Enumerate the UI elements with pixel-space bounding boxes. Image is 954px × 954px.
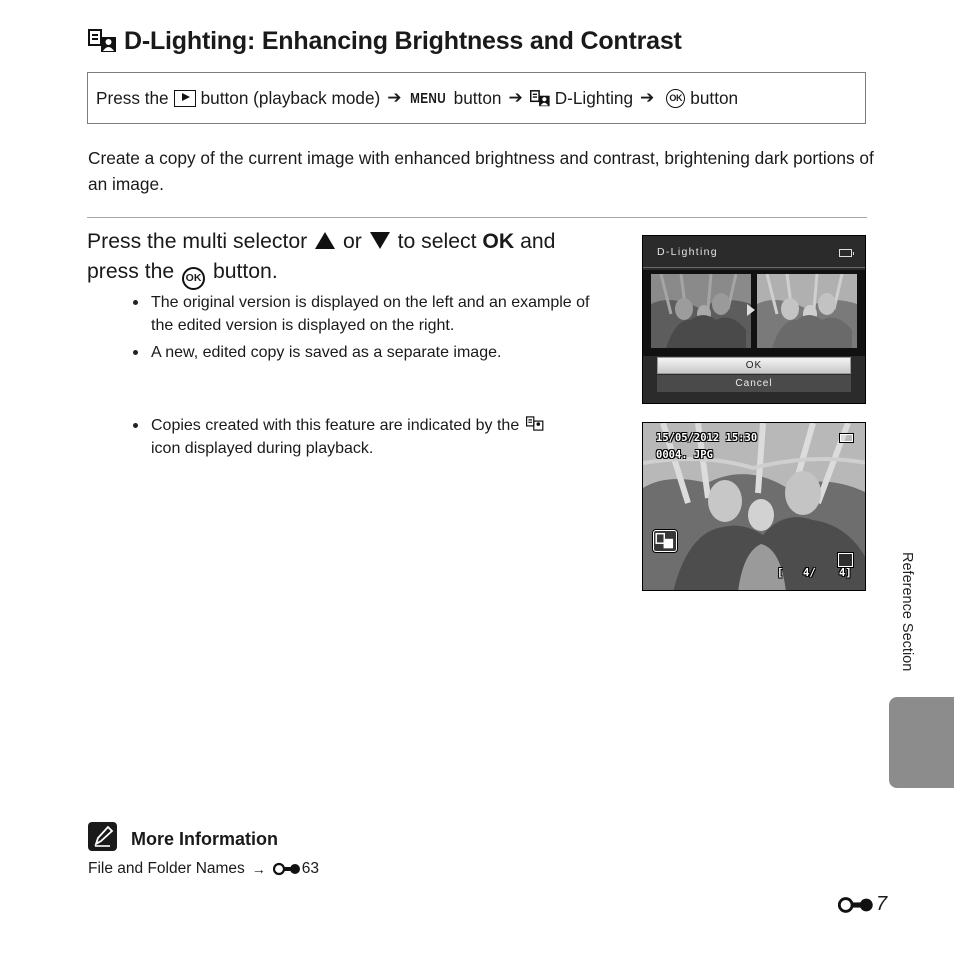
step-ok-bold: OK [482, 230, 515, 253]
filename-readout: 0004. JPG [656, 449, 713, 461]
ok-button-icon: OK [182, 267, 205, 290]
d-lighting-icon [526, 415, 544, 432]
step-text: press the [87, 259, 175, 283]
frame-counter: 4/ [803, 567, 816, 579]
step-heading [87, 227, 622, 290]
bullet-list [130, 291, 610, 368]
step-text: and [520, 230, 556, 253]
camera-screen-title: D-Lighting [657, 246, 718, 258]
nav-menu-text: button [453, 87, 502, 108]
step-text: to select [397, 230, 477, 253]
arrow-right-icon: ➔ [508, 88, 523, 107]
reference-section-icon [273, 862, 301, 876]
battery-icon [840, 434, 853, 442]
link-text: File and Folder Names [88, 860, 245, 877]
arrow-right-icon: ➔ [640, 88, 655, 107]
camera-playback-screen [642, 422, 866, 591]
bullet-list [130, 414, 610, 464]
nav-dlighting-text: D-Lighting [554, 87, 634, 108]
edited-preview-image [757, 274, 857, 348]
original-preview-image [651, 274, 751, 348]
step-text: button. [212, 259, 278, 283]
bullet-text: icon displayed during playback. [151, 440, 374, 457]
more-info-link[interactable] [88, 860, 319, 878]
nav-ok-text: button [690, 87, 739, 108]
section-divider [87, 217, 867, 218]
multi-selector-down-icon [370, 232, 390, 249]
menu-path-box [87, 72, 866, 124]
bullet-item [130, 414, 610, 460]
d-lighting-icon [530, 89, 551, 108]
section-tab-text: Reference Section [899, 552, 915, 672]
reference-section-icon [838, 896, 874, 914]
page-number-text: 7 [876, 893, 888, 915]
page-title [88, 24, 682, 58]
page-title-text: D-Lighting: Enhancing Brightness and Contrast [124, 26, 682, 55]
link-page-number: 63 [301, 860, 320, 877]
playback-button-icon [174, 90, 196, 107]
step-text: Press the multi selector [87, 230, 308, 253]
pencil-note-icon [88, 822, 117, 851]
nav-press-the: Press the [96, 87, 169, 108]
section-tab [889, 697, 954, 788]
bullet-item: The original version is displayed on the left and an example of the edited version is displayed on the right. [130, 291, 610, 337]
more-info-heading: More Information [131, 829, 278, 849]
ok-button-icon: OK [666, 89, 685, 108]
divider [643, 267, 865, 268]
page-number [838, 893, 887, 916]
datetime-readout: 15/05/2012 15:30 [656, 432, 758, 444]
ok-menu-option[interactable]: OK [657, 357, 851, 374]
frame-total: 4] [839, 567, 852, 579]
counter-bracket-left: [ [777, 567, 784, 579]
battery-icon [839, 249, 852, 257]
arrow-right-icon [747, 304, 755, 316]
section-tab-label [893, 552, 921, 702]
multi-selector-up-icon [315, 232, 335, 249]
image-quality-icon [838, 553, 853, 567]
arrow-right-icon: ➔ [387, 88, 402, 107]
menu-button-icon: MENU [410, 89, 447, 107]
nav-playback-text: button (playback mode) [200, 87, 381, 108]
cancel-menu-option[interactable]: Cancel [657, 375, 851, 392]
bullet-item: A new, edited copy is saved as a separate image. [130, 341, 610, 364]
arrow-right-icon: → [251, 861, 266, 877]
camera-dlighting-screen [642, 235, 866, 404]
bullet-text: Copies created with this feature are indicated by the [151, 417, 520, 434]
d-lighting-indicator-icon [653, 530, 677, 552]
intro-paragraph: Create a copy of the current image with enhanced brightness and contrast, brightening dark portions of an image. [88, 148, 874, 194]
step-text-or: or [342, 230, 362, 253]
d-lighting-icon [88, 28, 118, 54]
